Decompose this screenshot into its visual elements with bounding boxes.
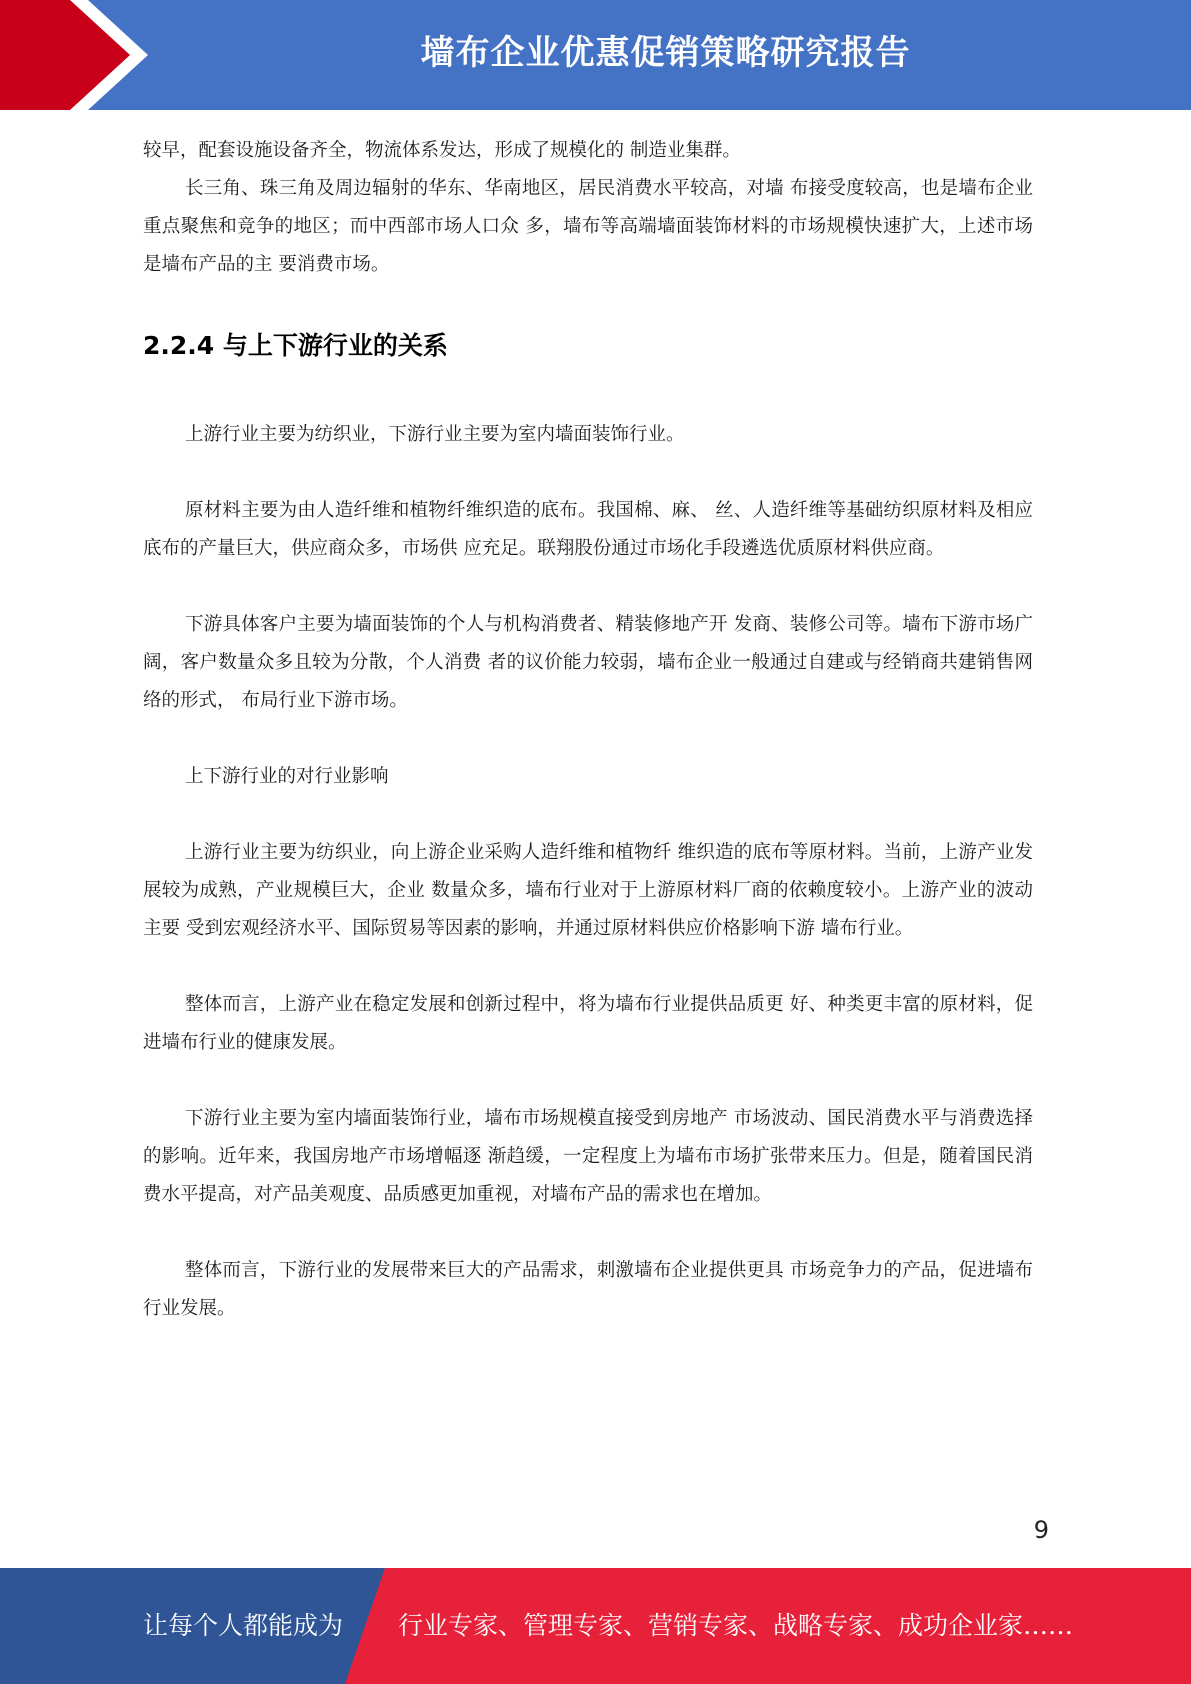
- header-banner: [0, 0, 1191, 110]
- page-content: [143, 132, 1033, 1328]
- paragraph: 长三角、珠三角及周边辐射的华东、华南地区，居民消费水平较高，对墙 布接受度较高，也是墙布企业重点聚焦和竞争的地区；而中西部市场人口众 多，墙布等高端墙面装饰材料的市场规模快速扩大，上述市场是墙布产品的主 要消费市场。: [143, 178, 1033, 275]
- paragraph: 上游行业主要为纺织业，下游行业主要为室内墙面装饰行业。: [185, 424, 685, 445]
- paragraph: 下游行业主要为室内墙面装饰行业，墙布市场规模直接受到房地产 市场波动、国民消费水平与消费选择的影响。近年来，我国房地产市场增幅逐 渐趋缓，一定程度上为墙布市场扩张带来压力。但是，随着国民消费水平提高，对产品美观度、品质感更加重视，对墙布产品的需求也在增加。: [143, 1108, 1033, 1205]
- paragraph: 下游具体客户主要为墙面装饰的个人与机构消费者、精装修地产开 发商、装修公司等。墙布下游市场广阔，客户数量众多且较为分散，个人消费 者的议价能力较弱，墙布企业一般通过自建或与经销商共建销售网络的形式， 布局行业下游市场。: [143, 614, 1033, 711]
- footer-slogan-right: 行业专家、管理专家、营销专家、战略专家、成功企业家……: [398, 1611, 1074, 1640]
- header-chevron-icon: [0, 0, 150, 110]
- section-heading: 2.2.4 与上下游行业的关系: [143, 331, 448, 360]
- report-title: 墙布企业优惠促销策略研究报告: [420, 33, 911, 73]
- footer-slogan-left: 让每个人都能成为: [143, 1611, 344, 1640]
- paragraph: 整体而言，上游产业在稳定发展和创新过程中，将为墙布行业提供品质更 好、种类更丰富的原材料，促进墙布行业的健康发展。: [143, 994, 1033, 1053]
- paragraph: 原材料主要为由人造纤维和植物纤维织造的底布。我国棉、麻、 丝、人造纤维等基础纺织原材料及相应底布的产量巨大，供应商众多，市场供 应充足。联翔股份通过市场化手段遴选优质原材料供应商。: [143, 500, 1033, 559]
- paragraph: 上游行业主要为纺织业，向上游企业采购人造纤维和植物纤 维织造的底布等原材料。当前，上游产业发展较为成熟，产业规模巨大，企业 数量众多，墙布行业对于上游原材料厂商的依赖度较小。上游产业的波动主要 受到宏观经济水平、国际贸易等因素的影响，并通过原材料供应价格影响下游 墙布行业。: [143, 842, 1033, 939]
- paragraph: 较早，配套设施设备齐全，物流体系发达，形成了规模化的 制造业集群。: [143, 140, 741, 161]
- page-number: 9: [1033, 1516, 1049, 1544]
- footer-banner: [0, 1568, 1191, 1684]
- paragraph: 整体而言，下游行业的发展带来巨大的产品需求，刺激墙布企业提供更具 市场竞争力的产品，促进墙布行业发展。: [143, 1260, 1033, 1319]
- subheading-paragraph: 上下游行业的对行业影响: [185, 766, 389, 787]
